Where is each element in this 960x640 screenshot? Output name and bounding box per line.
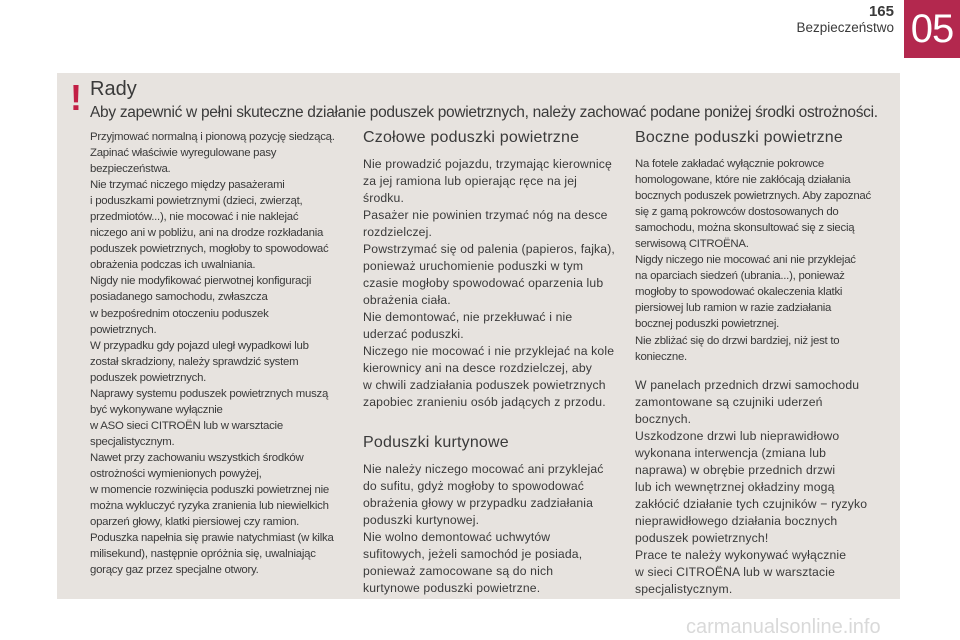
side-airbags-column	[635, 128, 897, 598]
curtain-airbags-heading: Poduszki kurtynowe	[363, 434, 509, 451]
text-line: uderzać poduszki.	[363, 327, 464, 341]
text-line: konieczne.	[635, 350, 687, 363]
text-line: rozdzielczej.	[363, 225, 433, 239]
text-line: lub ich wewnętrznej okładziny mogą	[635, 479, 835, 494]
text-line: Nie trzymać niczego między pasażerami	[90, 179, 285, 192]
front-airbags-heading: Czołowe poduszki powietrzne	[363, 129, 580, 146]
text-line: Naprawy systemu poduszek powietrznych muszą	[90, 387, 329, 400]
text-line: mogłoby to spowodować okaleczenia klatki	[635, 286, 843, 299]
watermark: carmanualsonline.info	[686, 616, 881, 638]
text-line: ponieważ uruchomienie poduszki w tym	[363, 259, 584, 273]
text-line: wykonana interwencja (zmiana lub	[635, 445, 827, 460]
text-line: Nie należy niczego mocować ani przyklejać	[363, 462, 604, 476]
text-line: obrażenia głowy w przypadku zadziałania	[363, 496, 594, 510]
page-number: 165	[868, 3, 894, 20]
text-line: Nawet przy zachowaniu wszystkich środków	[90, 451, 304, 464]
text-line: w chwili zadziałania poduszek powietrznych	[363, 378, 606, 392]
text-line: W panelach przednich drzwi samochodu	[635, 377, 860, 392]
text-line: poduszek powietrznych.	[90, 371, 207, 384]
text-line: milisekund), następnie opróżnia się, uwalniając	[90, 548, 316, 561]
text-line: można wykluczyć ryzyka zranienia lub niewielkich	[90, 500, 329, 513]
curtain-airbags-text	[363, 461, 625, 597]
text-line: zamontowane są czujniki uderzeń	[635, 394, 823, 409]
text-line: posiadanego samochodu, zwłaszcza	[90, 291, 268, 304]
text-line: powietrznych.	[90, 323, 157, 336]
front-airbags-column	[363, 128, 625, 597]
text-line: za jej ramiona lub opierając ręce na jej	[363, 174, 577, 188]
text-line: piersiowej lub ramion w razie zadziałania	[635, 302, 832, 315]
text-line: Nigdy niczego nie mocować ani nie przyklejać	[635, 254, 856, 267]
text-line: Uszkodzone drzwi lub nieprawidłowo	[635, 428, 840, 443]
text-line: i poduszkami powietrznymi (dzieci, zwierząt,	[90, 195, 303, 208]
text-line: specjalistycznym.	[635, 581, 733, 596]
text-line: poduszek powietrznych, mogłoby to spowodować	[90, 243, 329, 256]
section-title: Bezpieczeństwo	[796, 20, 894, 35]
text-line: samochodu, można skonsultować się z siecią	[635, 222, 855, 235]
text-line: nieprawidłowego działania bocznych	[635, 513, 838, 528]
text-line: Pasażer nie powinien trzymać nóg na desce	[363, 208, 608, 222]
text-line: sufitowych, jeżeli samochód je posiada,	[363, 547, 583, 561]
text-line: W przypadku gdy pojazd uległ wypadkowi lub	[90, 339, 309, 352]
text-line: poduszki kurtynowej.	[363, 513, 480, 527]
text-line: został skradziony, należy sprawdzić system	[90, 355, 299, 368]
text-line: Zapinać właściwie wyregulowane pasy	[90, 147, 277, 160]
text-line: Nie prowadzić pojazdu, trzymając kierownicę	[363, 157, 612, 171]
text-line: w momencie rozwinięcia poduszki powietrznej nie	[90, 484, 329, 497]
text-line: ponieważ zamocowane są do nich	[363, 564, 554, 578]
text-line: serwisową CITROËNA.	[635, 238, 749, 251]
text-line: Prace te należy wykonywać wyłącznie	[635, 547, 847, 562]
text-line: w ASO sieci CITROËN lub w warsztacie	[90, 419, 283, 432]
text-line: być wykonywane wyłącznie	[90, 403, 223, 416]
text-line: Nie zbliżać się do drzwi bardziej, niż jest to	[635, 334, 840, 347]
notice-subtitle: Aby zapewnić w pełni skuteczne działanie poduszek powietrznych, należy zachować podane poniżej środki ostrożności.	[90, 104, 878, 121]
text-line: bocznych poduszek powietrznych. Aby zapoznać	[635, 190, 871, 203]
side-airbags-heading: Boczne poduszki powietrzne	[635, 129, 843, 146]
text-line: w bezpośrednim otoczeniu poduszek	[90, 307, 269, 320]
text-line: czasie mogłoby spowodować oparzenia lub	[363, 276, 604, 290]
text-line: Na fotele zakładać wyłącznie pokrowce	[635, 158, 824, 170]
text-line: bezpieczeństwa.	[90, 163, 171, 176]
text-line: gorący gaz przez specjalne otwory.	[90, 564, 259, 577]
text-line: ostrożności wymienionych powyżej,	[90, 467, 262, 480]
text-line: obrażenia podczas ich uwalniania.	[90, 259, 256, 272]
text-line: się z gamą pokrowców dostosowanych do	[635, 206, 839, 219]
text-line: Poduszka napełnia się prawie natychmiast (w kilka	[90, 532, 334, 545]
text-line: oparzeń głowy, klatki piersiowej czy ramion.	[90, 516, 300, 529]
side-airbags-small-text	[635, 156, 897, 365]
text-line: bocznych.	[635, 411, 692, 426]
text-line: kurtynowe poduszki powietrzne.	[363, 581, 541, 595]
text-line: niczego ani w pobliżu, ani na drodze rozkładania	[90, 227, 324, 240]
text-line: specjalistycznym.	[90, 435, 175, 448]
text-line: na oparciach siedzeń (ubrania...), ponieważ	[635, 270, 845, 283]
text-line: Przyjmować normalną i pionową pozycję siedzącą.	[90, 131, 335, 143]
text-line: środku.	[363, 191, 405, 205]
text-line: naprawa) w obrębie przednich drzwi	[635, 462, 836, 477]
chapter-tab: 05	[904, 0, 960, 58]
text-line: bocznej poduszki powietrznej.	[635, 318, 780, 331]
text-line: kierownicy ani na desce rozdzielczej, aby	[363, 361, 593, 375]
text-line: Nigdy nie modyfikować pierwotnej konfiguracji	[90, 275, 312, 288]
notice-title: Rady	[90, 78, 137, 100]
text-line: do sufitu, gdyż mogłoby to spowodować	[363, 479, 584, 493]
text-line: Niczego nie mocować i nie przyklejać na kole	[363, 344, 615, 358]
text-line: zapobiec zranieniu osób jadących z przodu.	[363, 395, 606, 409]
text-line: w sieci CITROËNA lub w warsztacie	[635, 564, 835, 579]
warning-icon: !	[70, 77, 82, 118]
text-line: obrażenia ciała.	[363, 293, 451, 307]
text-line: przedmiotów...), nie mocować i nie naklejać	[90, 211, 299, 224]
side-airbags-text	[635, 377, 897, 598]
text-line: Nie wolno demontować uchwytów	[363, 530, 551, 544]
text-line: Nie demontować, nie przekłuwać i nie	[363, 310, 573, 324]
text-line: poduszek powietrznych!	[635, 530, 769, 545]
text-line: Powstrzymać się od palenia (papieros, fajka),	[363, 242, 615, 256]
text-line: zakłócić działanie tych czujników − ryzyko	[635, 496, 868, 511]
general-advice-column	[90, 129, 352, 578]
front-airbags-text	[363, 156, 625, 411]
text-line: homologowane, które nie zakłócają działania	[635, 174, 851, 187]
